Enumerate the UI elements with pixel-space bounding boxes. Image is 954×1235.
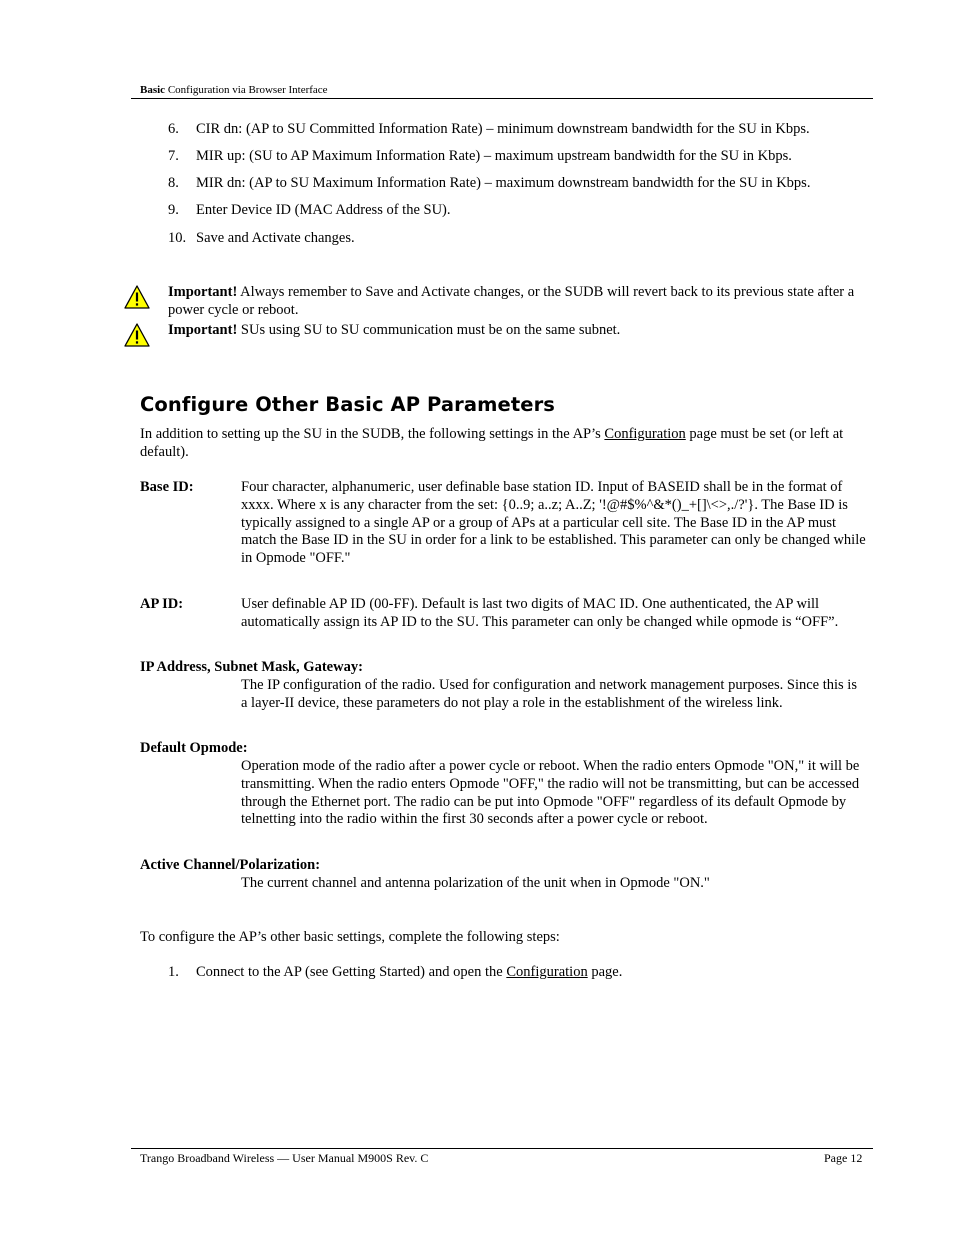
- step-text-before: Connect to the AP (see Getting Started) and open the: [196, 964, 507, 980]
- step-text: MIR dn: (AP to SU Maximum Information Rate) – maximum downstream bandwidth for the SU in Kbps.: [196, 175, 811, 191]
- step-text-after: page.: [587, 964, 623, 980]
- warning-icon: [123, 322, 151, 348]
- page-number: Page 12: [824, 1151, 863, 1165]
- step-number: 8.: [168, 175, 179, 191]
- list-item: [168, 121, 810, 138]
- header-bold-word: Basic: [140, 84, 166, 96]
- definition-term: AP ID:: [140, 596, 184, 612]
- definition-text: The IP configuration of the radio. Used for configuration and network management purposes. Since this is a layer-II device, these parameters do not play a role in the establishment of the wireless link.: [241, 677, 857, 711]
- important-note: [168, 283, 868, 319]
- step-text: Enter Device ID (MAC Address of the SU).: [196, 202, 451, 218]
- list-item: [168, 175, 810, 192]
- running-header: [140, 84, 328, 96]
- definition-term: Active Channel/Polarization:: [140, 857, 321, 873]
- header-rule: [131, 98, 873, 99]
- step-text: CIR dn: (AP to SU Committed Information Rate) – minimum downstream bandwidth for the SU in Kbps.: [196, 121, 810, 137]
- footer-rule: [131, 1148, 873, 1149]
- definition-text: Operation mode of the radio after a power cycle or reboot. When the radio enters Opmode "ON," it will be transmitting. When the radio enters Opmode "OFF," the radio will not be transmitting, but can be accessed through the Ethernet port. The radio can be put into Opmode "OFF" regardless of its default Opmode by telnetting into the radio within the first 30 seconds after a power cycle or reboot.: [241, 758, 860, 828]
- list-item: [168, 964, 622, 981]
- definition-term: IP Address, Subnet Mask, Gateway:: [140, 659, 363, 675]
- note-text: SUs using SU to SU communication must be on the same subnet.: [237, 322, 621, 338]
- note-text: Always remember to Save and Activate changes, or the SUDB will revert back to its previous state after a power cycle or reboot.: [168, 284, 855, 318]
- list-item: [168, 202, 451, 219]
- intro-paragraph: [140, 425, 868, 461]
- configuration-link[interactable]: Configuration: [604, 426, 686, 442]
- warning-icon: [123, 284, 151, 310]
- step-number: 6.: [168, 121, 179, 137]
- section-title: Configure Other Basic AP Parameters: [140, 393, 555, 416]
- intro-after: page must be set (or left at default).: [140, 426, 844, 460]
- step-text: Save and Activate changes.: [196, 230, 355, 246]
- definition-term: Default Opmode:: [140, 740, 248, 756]
- important-note: [168, 321, 868, 339]
- definition-text: Four character, alphanumeric, user definable base station ID. Input of BASEID shall be in the format of xxxx. Where x is any character from the set: {0..9; a..z; A..Z; '!@#$%^&*()_+[]\<>,./?'}. The Base ID is typically assigned to a single AP or a group of APs at a particular cell site. The Base ID in the AP must match the Base ID in the SU in order for a link to be established. This parameter can only be changed while in Opmode "OFF.": [241, 479, 866, 567]
- step-number: 7.: [168, 148, 179, 164]
- definition-text: The current channel and antenna polarization of the unit when in Opmode "ON.": [241, 875, 710, 891]
- intro-before: In addition to setting up the SU in the SUDB, the following settings in the AP’s: [140, 426, 605, 442]
- definition-term: Base ID:: [140, 479, 194, 495]
- configuration-link[interactable]: Configuration: [506, 964, 588, 980]
- note-label: Important!: [168, 322, 238, 338]
- footer-title: Trango Broadband Wireless — User Manual M900S Rev. C: [140, 1151, 429, 1165]
- steps-intro: To configure the AP’s other basic settings, complete the following steps:: [140, 929, 560, 945]
- step-number: 1.: [168, 964, 179, 980]
- step-text: MIR up: (SU to AP Maximum Information Rate) – maximum upstream bandwidth for the SU in Kbps.: [196, 148, 792, 164]
- step-number: 10.: [168, 230, 187, 246]
- list-item: [168, 230, 355, 247]
- header-title: Configuration via Browser Interface: [165, 84, 328, 96]
- note-label: Important!: [168, 284, 238, 300]
- step-number: 9.: [168, 202, 179, 218]
- definition-text: User definable AP ID (00-FF). Default is last two digits of MAC ID. One authenticated, the AP will automatically assign its AP ID to the SU. This parameter can only be changed while opmode is “OFF”.: [241, 596, 839, 630]
- list-item: [168, 148, 792, 165]
